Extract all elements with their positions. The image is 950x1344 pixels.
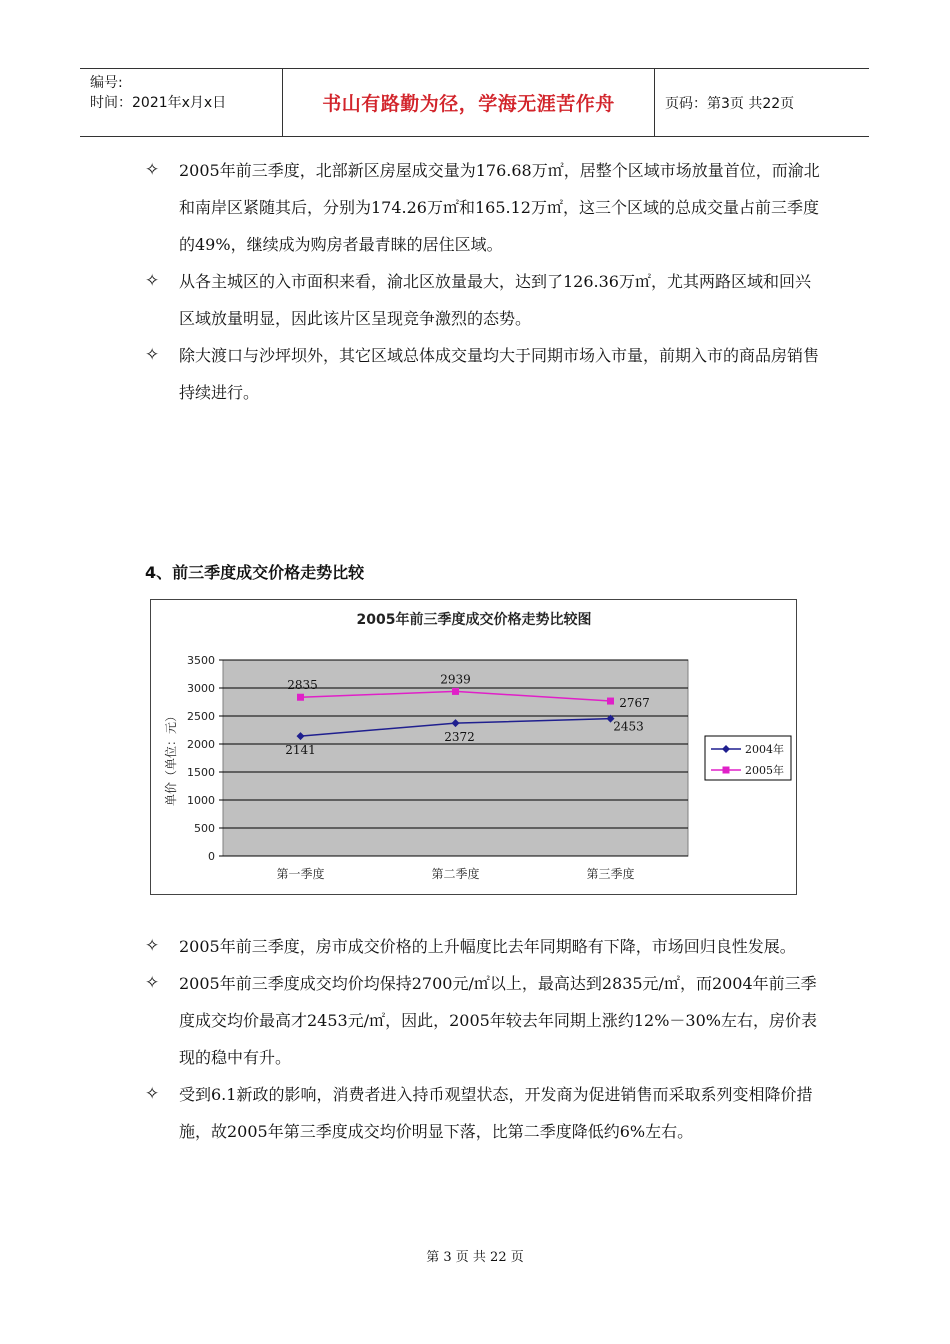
header-page-info (655, 69, 869, 136)
bullet-star-icon: ✧ (145, 973, 160, 993)
data-label: 2767 (619, 696, 650, 711)
document-code-label: 编号: (90, 75, 123, 91)
paragraph-text: 2005年前三季度，房市成交价格的上升幅度比去年同期略有下降，市场回归良性发展。 (179, 937, 796, 956)
data-label: 2141 (285, 743, 316, 758)
header-meta (80, 69, 282, 136)
bullet-list-bottom (145, 928, 825, 1150)
x-tick-label: 第二季度 (431, 867, 480, 881)
list-item (145, 965, 825, 1076)
motto-text: 书山有路勤为径，学海无涯苦作舟 (322, 93, 615, 115)
list-item (145, 337, 825, 411)
x-tick-label: 第三季度 (586, 867, 635, 881)
bullet-list-top (145, 152, 825, 411)
bullet-star-icon: ✧ (145, 936, 160, 956)
y-axis-label: 单价（单位：元） (164, 709, 178, 807)
list-item (145, 928, 825, 965)
data-point (607, 698, 614, 705)
data-label: 2939 (440, 672, 471, 687)
data-point (452, 688, 459, 695)
legend-marker (723, 767, 730, 774)
data-label: 2372 (444, 730, 475, 745)
list-item (145, 152, 825, 263)
y-tick-label: 2000 (187, 738, 215, 751)
bullet-star-icon: ✧ (145, 160, 160, 180)
paragraph-text: 2005年前三季度，北部新区房屋成交量为176.68万㎡，居整个区域市场放量首位，而渝北和南岸区紧随其后，分别为174.26万㎡和165.12万㎡，这三个区域的总成交量占前三季度的49%，继续成为购房者最青睐的居住区域。 (179, 161, 820, 254)
page-info-text: 页码：第3页 共22页 (665, 95, 795, 112)
bullet-star-icon: ✧ (145, 1084, 160, 1104)
section-heading: 4、前三季度成交价格走势比较 (145, 563, 365, 582)
bullet-star-icon: ✧ (145, 345, 160, 365)
price-trend-chart (150, 599, 797, 895)
data-label: 2835 (287, 678, 318, 693)
chart-title: 2005年前三季度成交价格走势比较图 (356, 612, 592, 628)
page-footer: 第 3 页 共 22 页 (426, 1250, 524, 1265)
data-label: 2453 (613, 719, 644, 734)
paragraph-text: 2005年前三季度成交均价均保持2700元/㎡以上，最高达到2835元/㎡，而2004年前三季度成交均价最高才2453元/㎡，因此，2005年较去年同期上涨约12%－30%左右，房价表现的稳中有升。 (179, 974, 817, 1067)
y-tick-label: 1000 (187, 794, 215, 807)
header-table (80, 68, 869, 137)
x-tick-label: 第一季度 (276, 867, 325, 881)
bullet-star-icon: ✧ (145, 271, 160, 291)
y-tick-label: 3500 (187, 654, 215, 667)
y-tick-label: 2500 (187, 710, 215, 723)
legend-entry: 2004年 (745, 743, 784, 756)
paragraph-text: 受到6.1新政的影响，消费者进入持币观望状态，开发商为促进销售而采取系列变相降价措施，故2005年第三季度成交均价明显下落，比第二季度降低约6%左右。 (179, 1085, 813, 1141)
y-tick-label: 3000 (187, 682, 215, 695)
chart-svg (151, 600, 796, 894)
y-tick-label: 0 (208, 850, 215, 863)
y-tick-label: 500 (194, 822, 215, 835)
list-item (145, 263, 825, 337)
header-motto-cell (282, 69, 655, 136)
data-point (297, 694, 304, 701)
legend-entry: 2005年 (745, 764, 784, 777)
y-tick-label: 1500 (187, 766, 215, 779)
list-item (145, 1076, 825, 1150)
document-time: 时间：2021年x月x日 (90, 95, 227, 111)
paragraph-text: 除大渡口与沙坪坝外，其它区域总体成交量均大于同期市场入市量，前期入市的商品房销售持续进行。 (179, 346, 820, 402)
paragraph-text: 从各主城区的入市面积来看，渝北区放量最大，达到了126.36万㎡，尤其两路区域和回兴区域放量明显，因此该片区呈现竞争激烈的态势。 (179, 272, 811, 328)
